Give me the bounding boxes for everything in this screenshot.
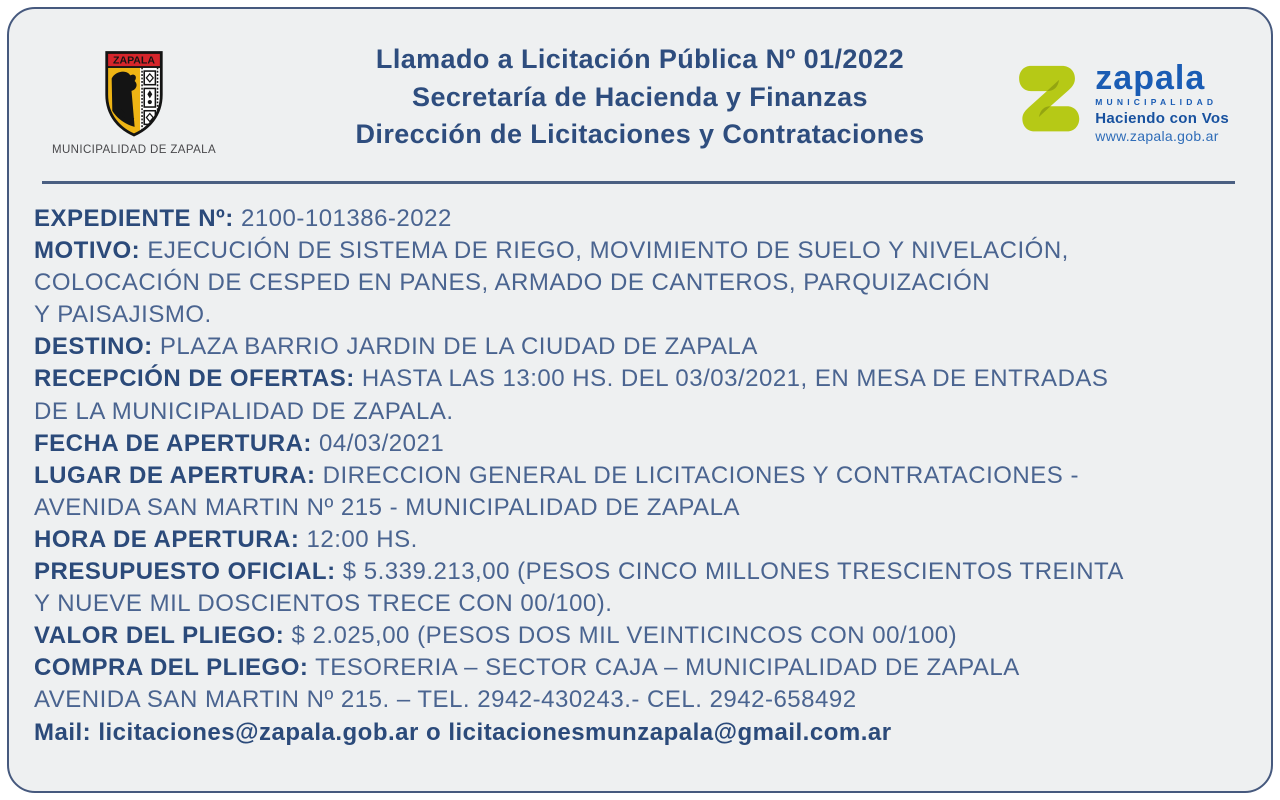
notice-line [34, 588, 1251, 620]
header-divider [42, 181, 1235, 184]
notice-line-text: COLOCACIÓN DE CESPED EN PANES, ARMADO DE CANTEROS, PARQUIZACIÓN [34, 269, 991, 297]
notice-line-label: EXPEDIENTE Nº: [34, 205, 234, 232]
title-line: Dirección de Licitaciones y Contrataciones [355, 119, 925, 149]
notice-line [34, 620, 1251, 652]
notice-line-label: HORA DE APERTURA: [34, 525, 300, 553]
notice-line [34, 524, 1251, 556]
notice-line-text: Y NUEVE MIL DOSCIENTOS TRECE CON 00/100). [34, 590, 613, 618]
notice-line-text: DE LA MUNICIPALIDAD DE ZAPALA. [34, 397, 454, 425]
crest-block [51, 49, 217, 156]
notice-line-text: licitaciones@zapala.gob.ar o licitacionesmunzapala@gmail.com.ar [91, 718, 892, 746]
notice-line [34, 396, 1251, 428]
notice-line-text: AVENIDA SAN MARTIN Nº 215 - MUNICIPALIDAD DE ZAPALA [34, 493, 740, 521]
notice-line-text: TESORERIA – SECTOR CAJA – MUNICIPALIDAD DE ZAPALA [308, 654, 1020, 682]
brand-block [1013, 61, 1229, 144]
notice-line-label: DESTINO: [34, 333, 153, 361]
svg-text:ZAPALA: ZAPALA [113, 54, 155, 67]
notice-line-text: $ 2.025,00 (PESOS DOS MIL VEINTICINCOS CON 00/100) [284, 622, 958, 650]
notice-line-text: 12:00 HS. [299, 525, 418, 553]
title-line: Llamado a Licitación Pública Nº 01/2022 [375, 44, 905, 74]
notice-line [34, 331, 1251, 363]
notice-line-label: COMPRA DEL PLIEGO: [34, 654, 309, 682]
notice-line [34, 556, 1251, 588]
notice-line [34, 492, 1251, 524]
notice-line [34, 203, 1251, 235]
notice-line-label: Mail: [34, 718, 92, 746]
notice-line-text: Y PAISAJISMO. [34, 301, 212, 329]
notice-line-text: AVENIDA SAN MARTIN Nº 215. – TEL. 2942-430243.- CEL. 2942-658492 [34, 686, 857, 714]
notice-line-text: $ 5.339.213,00 (PESOS CINCO MILLONES TRESCIENTOS TREINTA [335, 558, 1124, 586]
notice-line-text: 2100-101386-2022 [233, 205, 452, 232]
notice-line-label: RECEPCIÓN DE OFERTAS: [34, 365, 355, 393]
notice-line-text: PLAZA BARRIO JARDIN DE LA CIUDAD DE ZAPALA [152, 333, 758, 361]
page-title [249, 41, 1031, 154]
notice-line-label: MOTIVO: [34, 237, 141, 265]
title-line: Secretaría de Hacienda y Finanzas [412, 81, 868, 112]
notice-body [34, 203, 1251, 749]
brand-slogan: Haciendo con Vos [1095, 110, 1229, 127]
zapala-z-logo-icon [1013, 61, 1085, 137]
brand-text [1095, 61, 1229, 144]
notice-line [34, 235, 1251, 267]
notice-line-text: 04/03/2021 [311, 429, 445, 457]
notice-line [34, 363, 1251, 395]
notice-line [34, 428, 1251, 460]
notice-line [34, 299, 1251, 331]
notice-line-label: LUGAR DE APERTURA: [34, 461, 316, 489]
notice-line-text: EJECUCIÓN DE SISTEMA DE RIEGO, MOVIMIENTO DE SUELO Y NIVELACIÓN, [140, 237, 1069, 265]
notice-card [7, 7, 1273, 793]
brand-name: zapala [1095, 59, 1206, 97]
notice-line [34, 684, 1251, 716]
notice-line-text: DIRECCION GENERAL DE LICITACIONES Y CONTRATACIONES - [315, 461, 1079, 489]
brand-website: www.zapala.gob.ar [1095, 128, 1219, 144]
notice-line-text: HASTA LAS 13:00 HS. DEL 03/03/2021, EN MESA DE ENTRADAS [354, 365, 1109, 393]
notice-line-label: FECHA DE APERTURA: [34, 429, 312, 457]
notice-line [34, 267, 1251, 299]
notice-line [34, 652, 1251, 684]
notice-line [34, 460, 1251, 492]
notice-line-label: VALOR DEL PLIEGO: [34, 622, 285, 650]
crest-caption: MUNICIPALIDAD DE ZAPALA [51, 144, 217, 156]
notice-line [34, 717, 1251, 749]
zapala-crest-icon [103, 49, 165, 139]
brand-subtitle: MUNICIPALIDAD [1095, 97, 1218, 107]
notice-line-label: PRESUPUESTO OFICIAL: [34, 558, 336, 586]
